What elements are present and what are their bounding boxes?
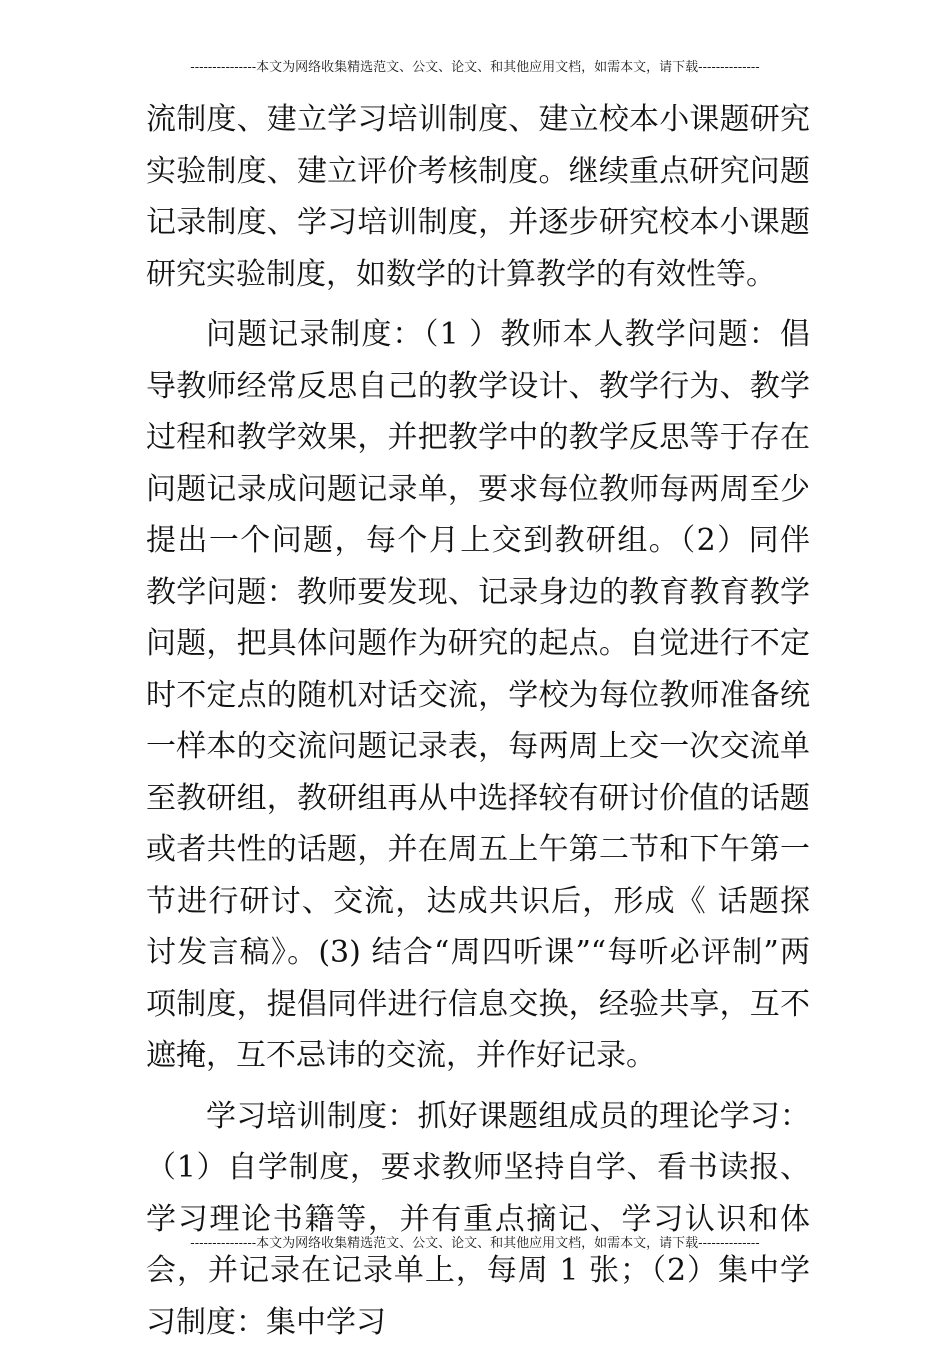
paragraph-1: 流制度、建立学习培训制度、建立校本小课题研究实验制度、建立评价考核制度。继续重点研究问题记录制度、学习培训制度，并逐步研究校本小课题研究实验制度，如数学的计算教学的有效性等。 <box>146 94 810 300</box>
page-footer: ---------------本文为网络收集精选范文、公文、论文、和其他应用文档，如需本文，请下载-------------- <box>0 1236 950 1252</box>
paragraph-problem-record: 问题记录制度：（1 ）教师本人教学问题：倡导教师经常反思自己的教学设计、教学行为、教学过程和教学效果，并把教学中的教学反思等于存在问题记录成问题记录单，要求每位教师每两周至少提出一个问题，每个月上交到教研组。（2）同伴教学问题：教师要发现、记录身边的教育教育教学问题，把具体问题作为研究的起点。自觉进行不定时不定点的随机对话交流，学校为每位教师准备统一样本的交流问题记录表，每两周上交一次交流单至教研组，教研组再从中选择较有研讨价值的话题或者共性的话题，并在周五上午第二节和下午第一节进行研讨、交流，达成共识后，形成《 话题探讨发言稿》。(3) 结合“周四听课”“每听必评制”两项制度，提倡同伴进行信息交换，经验共享，互不遮掩，互不忌讳的交流，并作好记录。 <box>146 309 810 1082</box>
document-body <box>146 94 810 1348</box>
page-header: ---------------本文为网络收集精选范文、公文、论文、和其他应用文档，如需本文，请下载-------------- <box>0 60 950 76</box>
paragraph-study-training: 学习培训制度：抓好课题组成员的理论学习：（1）自学制度，要求教师坚持自学、看书读报、学习理论书籍等，并有重点摘记、学习认识和体会，并记录在记录单上，每周 1 张；（2）集中学习制度：集中学习 <box>146 1091 810 1348</box>
